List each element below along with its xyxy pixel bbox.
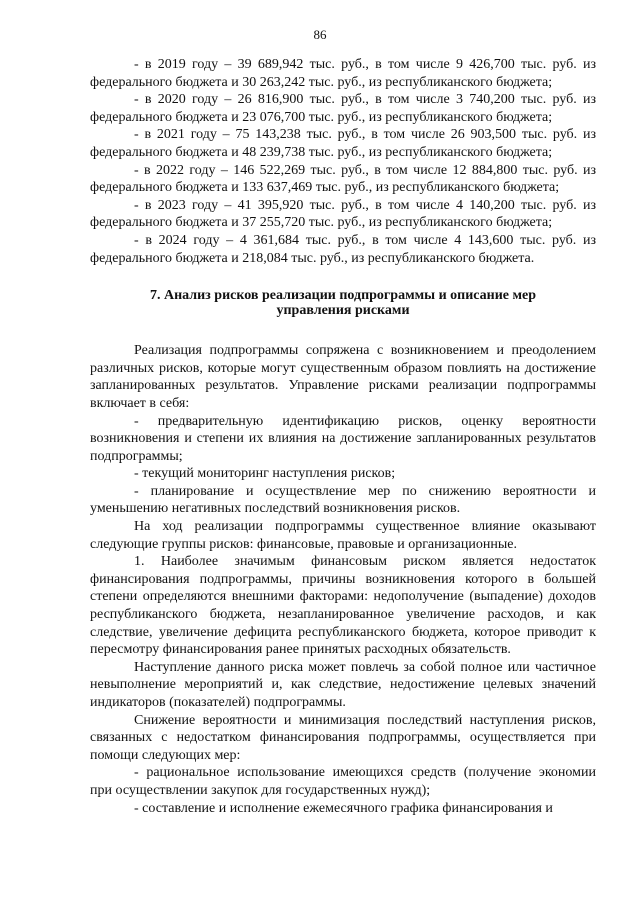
funding-item-2020: - в 2020 году – 26 816,900 тыс. руб., в том числе 3 740,200 тыс. руб. из федерального бюджета и 23 076,700 тыс. руб., из республиканского бюджета; [90, 92, 596, 125]
management-item: - текущий мониторинг наступления рисков; [134, 466, 396, 482]
management-item: - планирование и осуществление мер по снижению вероятности и уменьшению негативных последствий возникновения рисков. [90, 483, 596, 517]
section-heading: 7. Анализ рисков реализации подпрограммы и описание мер управления рисками [149, 288, 537, 319]
intro-paragraph: Реализация подпрограммы сопряжена с возникновением и преодолением различных рисков, которые могут существенным образом повлиять на достижение запланированных результатов. Управление рисками реализации подпрограммы включает в себя: [90, 343, 596, 411]
mitigation-item: - составление и исполнение ежемесячного графика финансирования и [134, 800, 553, 816]
funding-item-2019: - в 2019 году – 39 689,942 тыс. руб., в том числе 9 426,700 тыс. руб. из федерального бюджета и 30 263,242 тыс. руб., из республиканского бюджета; [90, 57, 596, 90]
consequence-paragraph: Наступление данного риска может повлечь за собой полное или частичное невыполнение мероприятий и, как следствие, недостижение целевых значений индикаторов (показателей) подпрограммы. [90, 659, 596, 710]
funding-item-2024: - в 2024 году – 4 361,684 тыс. руб., в том числе 4 143,600 тыс. руб. из федерального бюджета и 218,084 тыс. руб., из республиканского бюджета. [90, 232, 596, 266]
financial-risk-paragraph: 1. Наиболее значимым финансовым риском является недостаток финансирования подпрограммы, причины возникновения которого в большей степени определяются внешними факторами: недополучение (выпадение) доходов республиканского бюджета, незапланированное увеличение расходов, и как следствие, увеличение дефицита республиканского бюджета, которое приводит к пересмотру финансирования ранее принятых расходных обязательств. [90, 554, 596, 658]
risk-groups-paragraph: На ход реализации подпрограммы существенное влияние оказывают следующие группы рисков: финансовые, правовые и организационные. [90, 519, 596, 552]
page-number: 86 [313, 27, 327, 42]
document-body [90, 56, 596, 817]
mitigation-item: - рациональное использование имеющихся средств (получение экономии при осуществлении закупок для государственных нужд); [90, 765, 596, 798]
funding-item-2023: - в 2023 году – 41 395,920 тыс. руб., в том числе 4 140,200 тыс. руб. из федерального бюджета и 37 255,720 тыс. руб., из республиканского бюджета; [90, 197, 596, 231]
funding-item-2021: - в 2021 году – 75 143,238 тыс. руб., в том числе 26 903,500 тыс. руб. из федерального бюджета и 48 239,738 тыс. руб., из республиканского бюджета; [90, 127, 596, 160]
mitigation-intro-paragraph: Снижение вероятности и минимизация последствий наступления рисков, связанных с недостатком финансирования подпрограммы, осуществляется при помощи следующих мер: [90, 712, 596, 763]
funding-item-2022: - в 2022 году – 146 522,269 тыс. руб., в том числе 12 884,800 тыс. руб. из федерального бюджета и 133 637,469 тыс. руб., из республиканского бюджета; [90, 162, 596, 196]
management-item: - предварительную идентификацию рисков, оценку вероятности возникновения и степени их влияния на достижение запланированных результатов подпрограммы; [90, 413, 596, 464]
